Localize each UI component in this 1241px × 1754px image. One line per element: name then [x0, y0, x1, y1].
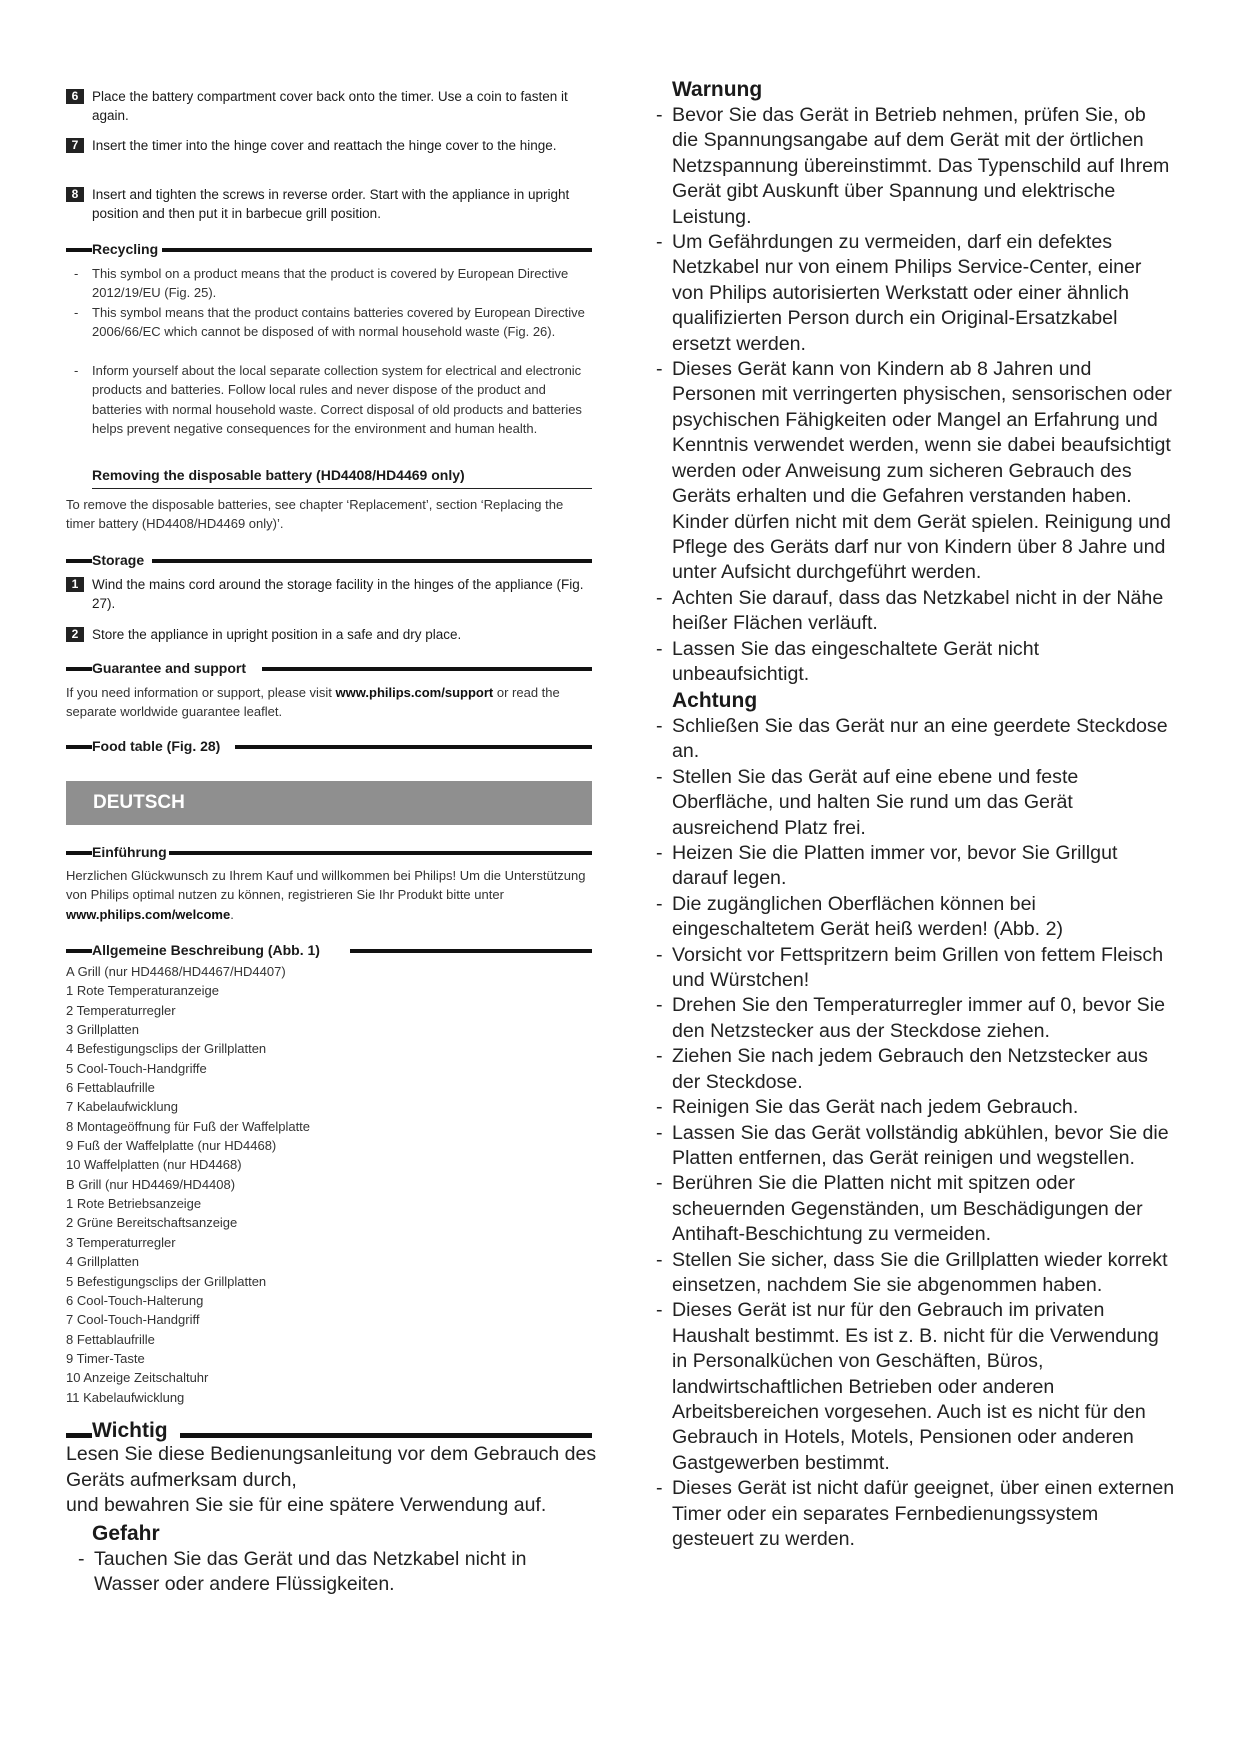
step-text: Insert and tighten the screws in reverse order. Start with the appliance in upright position and then put it in barbecue grill position.: [92, 187, 570, 221]
gefahr-bullet: - Tauchen Sie das Gerät und das Netzkabel nicht in Wasser oder andere Flüssigkeiten.: [78, 1548, 527, 1596]
section-title: Allgemeine Beschreibung (Abb. 1): [92, 942, 320, 958]
parts-list: [66, 962, 592, 1407]
language-banner: DEUTSCH: [66, 781, 592, 825]
list-item: 6 Fettablaufrille: [66, 1080, 155, 1096]
section-title: Food table (Fig. 28): [92, 738, 221, 754]
warnung-heading: Warnung: [672, 78, 763, 101]
list-item: 8 Montageöffnung für Fuß der Waffelplatte: [66, 1118, 311, 1134]
section-storage: [66, 551, 592, 567]
guarantee-text: If you need information or support, please visit www.philips.com/support or read the separate worldwide guarantee leaflet.: [66, 685, 560, 720]
list-item: A Grill (nur HD4468/HD4467/HD4407): [66, 964, 286, 979]
list-item: 11 Kabelaufwicklung: [66, 1389, 185, 1405]
step-8: [66, 185, 592, 223]
list-item: 2 Grüne Bereitschaftsanzeige: [66, 1215, 238, 1231]
achtung-bullet: - Stellen Sie sicher, dass Sie die Grillplatten wieder korrekt einsetzen, nachdem Sie sie abgenommen haben.: [656, 1248, 1168, 1296]
recycling-bullet-1: - This symbol on a product means that the product is covered by European Directive 2012/19/EU (Fig. 25).: [74, 266, 569, 301]
step-number: 2: [66, 627, 84, 642]
achtung-bullet: - Dieses Gerät ist nicht dafür geeignet, über einen externen Timer oder ein separates Fernbedienungssystem gesteuert zu werden.: [656, 1477, 1175, 1550]
list-item: 9 Timer-Taste: [66, 1350, 145, 1366]
removing-battery-heading: Removing the disposable battery (HD4408/HD4469 only): [92, 467, 465, 483]
section-recycling: [66, 240, 592, 256]
section-beschreibung: [66, 941, 592, 957]
removing-battery-text: To remove the disposable batteries, see chapter ‘Replacement’, section ‘Replacing the timer battery (HD4408/HD4469 only)’.: [66, 497, 564, 532]
list-item: 4 Grillplatten: [66, 1254, 139, 1270]
achtung-heading: Achtung: [672, 689, 758, 712]
achtung-bullet: - Vorsicht vor Fettspritzern beim Grillen von fettem Fleisch und Würstchen!: [656, 943, 1164, 992]
section-guarantee: [66, 659, 592, 675]
warnung-bullet: - Dieses Gerät kann von Kindern ab 8 Jahren und Personen mit verringerten physischen, sensorischen oder psychischen Fähigkeiten oder Mangel an Erfahrung und Kenntnis verwendet werden, wenn sie dabei beaufsichtigt werden oder Anweisung zum sicheren Gebrauch des Geräts erhalten und die Gefahren verstanden haben. Kinder dürfen nicht mit dem Gerät spielen. Reinigung und Pflege des Geräts darf nur von Kindern über 8 Jahre und unter Aufsicht durchgeführt werden.: [656, 358, 1172, 584]
recycling-bullet-3: - Inform yourself about the local separate collection system for electrical and electronic products and batteries. Follow local rules and never dispose of the product and batteries with normal household waste. Correct disposal of old products and batteries helps prevent negative consequences for the environment and human health.: [74, 363, 582, 437]
achtung-bullet: - Die zugänglichen Oberflächen können bei eingeschaltetem Gerät heiß werden! (Abb. 2): [656, 892, 1063, 941]
section-einfuehrung: [66, 843, 592, 859]
achtung-bullet: - Reinigen Sie das Gerät nach jedem Gebrauch.: [656, 1096, 1079, 1119]
warnung-bullet: - Lassen Sie das eingeschaltete Gerät nicht unbeaufsichtigt.: [656, 637, 1040, 685]
section-food-table: [66, 737, 592, 753]
achtung-bullet: - Schließen Sie das Gerät nur an eine geerdete Steckdose an.: [656, 715, 1168, 763]
section-title: Einführung: [92, 844, 167, 860]
warnung-bullet: - Achten Sie darauf, dass das Netzkabel nicht in der Nähe heißer Flächen verläuft.: [656, 586, 1164, 635]
warnung-list: [656, 103, 1176, 687]
section-title: Recycling: [92, 241, 159, 257]
achtung-bullet: - Drehen Sie den Temperaturregler immer auf 0, bevor Sie den Netzstecker aus der Steckdose ziehen.: [656, 994, 1165, 1042]
list-item: 9 Fuß der Waffelplatte (nur HD4468): [66, 1138, 277, 1154]
list-item: 7 Cool-Touch-Handgriff: [66, 1312, 200, 1328]
list-item: 2 Temperaturregler: [66, 1002, 176, 1018]
gefahr-heading: Gefahr: [92, 1522, 160, 1545]
list-item: 1 Rote Temperaturanzeige: [66, 983, 219, 999]
storage-step-2: [66, 625, 592, 644]
step-number: 7: [66, 138, 84, 153]
list-item: 6 Cool-Touch-Halterung: [66, 1292, 204, 1308]
step-text: Wind the mains cord around the storage facility in the hinges of the appliance (Fig. 27).: [92, 577, 584, 611]
section-title: Wichtig: [92, 1419, 168, 1442]
achtung-bullet: - Heizen Sie die Platten immer vor, bevor Sie Grillgut darauf legen.: [656, 842, 1118, 890]
list-item: 4 Befestigungsclips der Grillplatten: [66, 1041, 267, 1057]
list-item: 5 Cool-Touch-Handgriffe: [66, 1060, 207, 1076]
wichtig-paragraph: Lesen Sie diese Bedienungsanleitung vor dem Gebrauch des Geräts aufmerksam durch, und bewahren Sie sie für eine spätere Verwendung auf.: [66, 1443, 597, 1516]
step-number: 8: [66, 187, 84, 202]
list-item: 10 Anzeige Zeitschaltuhr: [66, 1370, 209, 1386]
recycling-bullet-2: - This symbol means that the product contains batteries covered by European Directive 2006/66/EC which cannot be disposed of with normal household waste (Fig. 26).: [74, 305, 585, 340]
step-7: [66, 136, 592, 155]
step-text: Place the battery compartment cover back onto the timer. Use a coin to fasten it again.: [92, 89, 568, 123]
list-item: B Grill (nur HD4469/HD4408): [66, 1176, 236, 1192]
achtung-bullet: - Ziehen Sie nach jedem Gebrauch den Netzstecker aus der Steckdose.: [656, 1045, 1148, 1093]
list-item: 10 Waffelplatten (nur HD4468): [66, 1157, 242, 1173]
section-title: Storage: [92, 552, 145, 568]
storage-step-1: [66, 575, 592, 613]
list-item: 5 Befestigungsclips der Grillplatten: [66, 1273, 267, 1289]
list-item: 7 Kabelaufwicklung: [66, 1099, 179, 1115]
achtung-bullet: - Berühren Sie die Platten nicht mit spitzen oder scheuernden Gegenständen, um Beschädigungen der Antihaft-Beschichtung zu vermeiden.: [656, 1172, 1143, 1246]
warnung-bullet: - Um Gefährdungen zu vermeiden, darf ein defektes Netzkabel nur von einem Philips Service-Center, einer von Philips autorisierten Werkstatt oder einer ähnlich qualifizierten Person durch ein Original-Ersatzkabel ersetzt werden.: [656, 231, 1142, 355]
achtung-bullet: - Stellen Sie das Gerät auf eine ebene und feste Oberfläche, und halten Sie rund um das Gerät ausreichend Platz frei.: [656, 765, 1079, 839]
achtung-list: [656, 714, 1176, 1552]
welcome-link[interactable]: www.philips.com/welcome: [66, 906, 231, 922]
divider: [92, 488, 592, 489]
step-number: 6: [66, 89, 84, 104]
list-item: 3 Temperaturregler: [66, 1234, 176, 1250]
section-wichtig: [66, 1418, 592, 1442]
support-link[interactable]: www.philips.com/support: [335, 685, 494, 700]
step-number: 1: [66, 577, 84, 592]
step-6: [66, 87, 592, 125]
list-item: 8 Fettablaufrille: [66, 1331, 155, 1347]
section-title: Guarantee and support: [92, 660, 247, 676]
achtung-bullet: - Lassen Sie das Gerät vollständig abkühlen, bevor Sie die Platten entfernen, das Gerät reinigen und wegstellen.: [656, 1121, 1169, 1169]
list-item: 3 Grillplatten: [66, 1022, 139, 1038]
step-text: Store the appliance in upright position in a safe and dry place.: [92, 627, 462, 642]
step-text: Insert the timer into the hinge cover and reattach the hinge cover to the hinge.: [92, 138, 557, 153]
achtung-bullet: - Dieses Gerät ist nur für den Gebrauch im privaten Haushalt bestimmt. Es ist z. B. nicht für die Verwendung in Personalküchen von Geschäften, Büros, landwirtschaftlichen Betrieben oder anderen Arbeitsbereichen vorgesehen. Auch ist es nicht für den Gebrauch in Hotels, Motels, Pensionen oder anderen Gastgewerben bestimmt.: [656, 1299, 1159, 1474]
einfuehrung-text: Herzlichen Glückwunsch zu Ihrem Kauf und willkommen bei Philips! Um die Unterstützung von Philips optimal nutzen zu können, registrieren Sie Ihr Produkt bitte unter www.philips.com/welcome.: [66, 868, 586, 922]
warnung-bullet: - Bevor Sie das Gerät in Betrieb nehmen, prüfen Sie, ob die Spannungsangabe auf dem Gerät mit der örtlichen Netzspannung übereinstimmt. Das Typenschild auf Ihrem Gerät gibt Auskunft über Spannung und elektrische Leistung.: [656, 104, 1170, 228]
list-item: 1 Rote Betriebsanzeige: [66, 1196, 202, 1212]
